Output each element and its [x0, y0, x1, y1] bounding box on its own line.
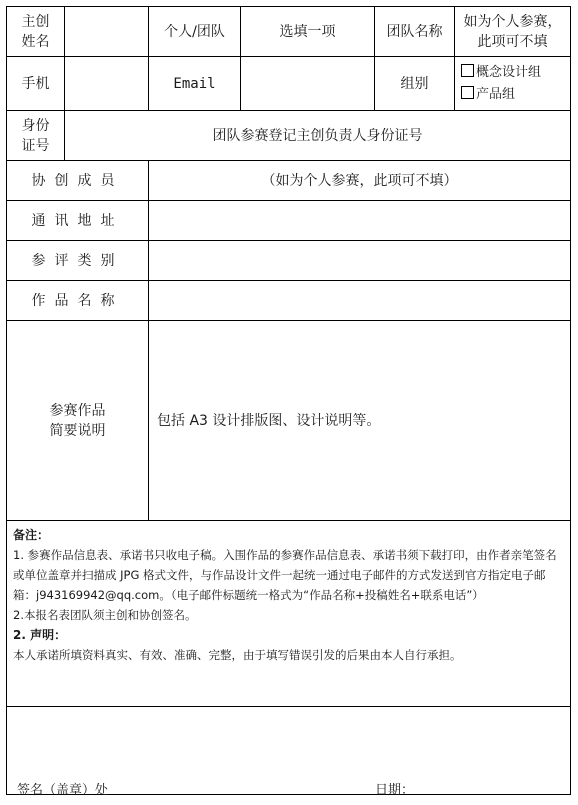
team-name-label: 团队名称 — [375, 7, 455, 57]
declaration-text: 本人承诺所填资料真实、有效、准确、完整，由于填写错误引发的后果由本人自行承担。 — [13, 648, 462, 662]
group-option-product[interactable] — [455, 84, 570, 106]
address-label: 通讯地址 — [7, 201, 149, 241]
team-name-note[interactable]: 如为个人参赛， 此项可不填 — [455, 7, 571, 57]
signature-section — [7, 707, 571, 798]
lead-name-label: 主创 姓名 — [7, 7, 65, 57]
notes-item-1: 1. 参赛作品信息表、承诺书只收电子稿。入围作品的参赛作品信息表、承诺书须下载打印，由作者亲笔签名或单位盖章并扫描成 JPG 格式文件，与作品设计文件一起统一通过电子邮件的方式发送到官方指定电子邮箱：j943169942@qq.com。（电子邮件标题统一格式为“作品名称+投稿姓名+联系电话”） — [13, 548, 557, 602]
registration-form — [6, 6, 571, 798]
lead-name-field[interactable] — [65, 7, 149, 57]
row-phone — [7, 57, 571, 111]
team-type-label: 个人/团队 — [149, 7, 241, 57]
notes-item-2: 2.本报名表团队须主创和协创签名。 — [13, 608, 197, 622]
choose-one-label: 选填一项 — [241, 7, 375, 57]
row-lead — [7, 7, 571, 57]
phone-field[interactable] — [65, 57, 149, 111]
group-option-concept[interactable] — [455, 62, 570, 84]
signature-label[interactable]: 签名（盖章）处 — [17, 782, 109, 798]
co-creators-note[interactable]: （如为个人参赛，此项可不填） — [149, 161, 571, 201]
email-label: Email — [149, 57, 241, 111]
description-note[interactable]: 包括 A3 设计排版图、设计说明等。 — [149, 321, 571, 521]
row-id — [7, 111, 571, 161]
co-creators-label: 协创成员 — [7, 161, 149, 201]
notes-title: 备注： — [13, 528, 50, 542]
row-description — [7, 321, 571, 521]
checkbox-icon[interactable] — [461, 64, 474, 77]
row-co-creators — [7, 161, 571, 201]
email-field[interactable] — [241, 57, 375, 111]
phone-label: 手机 — [7, 57, 65, 111]
checkbox-icon[interactable] — [461, 86, 474, 99]
group-option-product-label: 产品组 — [476, 86, 516, 102]
row-signature — [7, 707, 571, 795]
group-options — [455, 57, 571, 111]
group-label: 组别 — [375, 57, 455, 111]
category-field[interactable] — [149, 241, 571, 281]
id-note[interactable]: 团队参赛登记主创负责人身份证号 — [65, 111, 571, 161]
work-name-field[interactable] — [149, 281, 571, 321]
row-address — [7, 201, 571, 241]
declaration-title: 2. 声明： — [13, 628, 67, 642]
address-field[interactable] — [149, 201, 571, 241]
row-work-name — [7, 281, 571, 321]
work-name-label: 作品名称 — [7, 281, 149, 321]
category-label: 参评类别 — [7, 241, 149, 281]
notes-section — [7, 521, 571, 707]
row-category — [7, 241, 571, 281]
group-option-concept-label: 概念设计组 — [476, 64, 542, 80]
description-label: 参赛作品 简要说明 — [7, 321, 149, 521]
row-notes — [7, 521, 571, 707]
date-label[interactable]: 日期： — [375, 782, 415, 798]
id-label: 身份 证号 — [7, 111, 65, 161]
